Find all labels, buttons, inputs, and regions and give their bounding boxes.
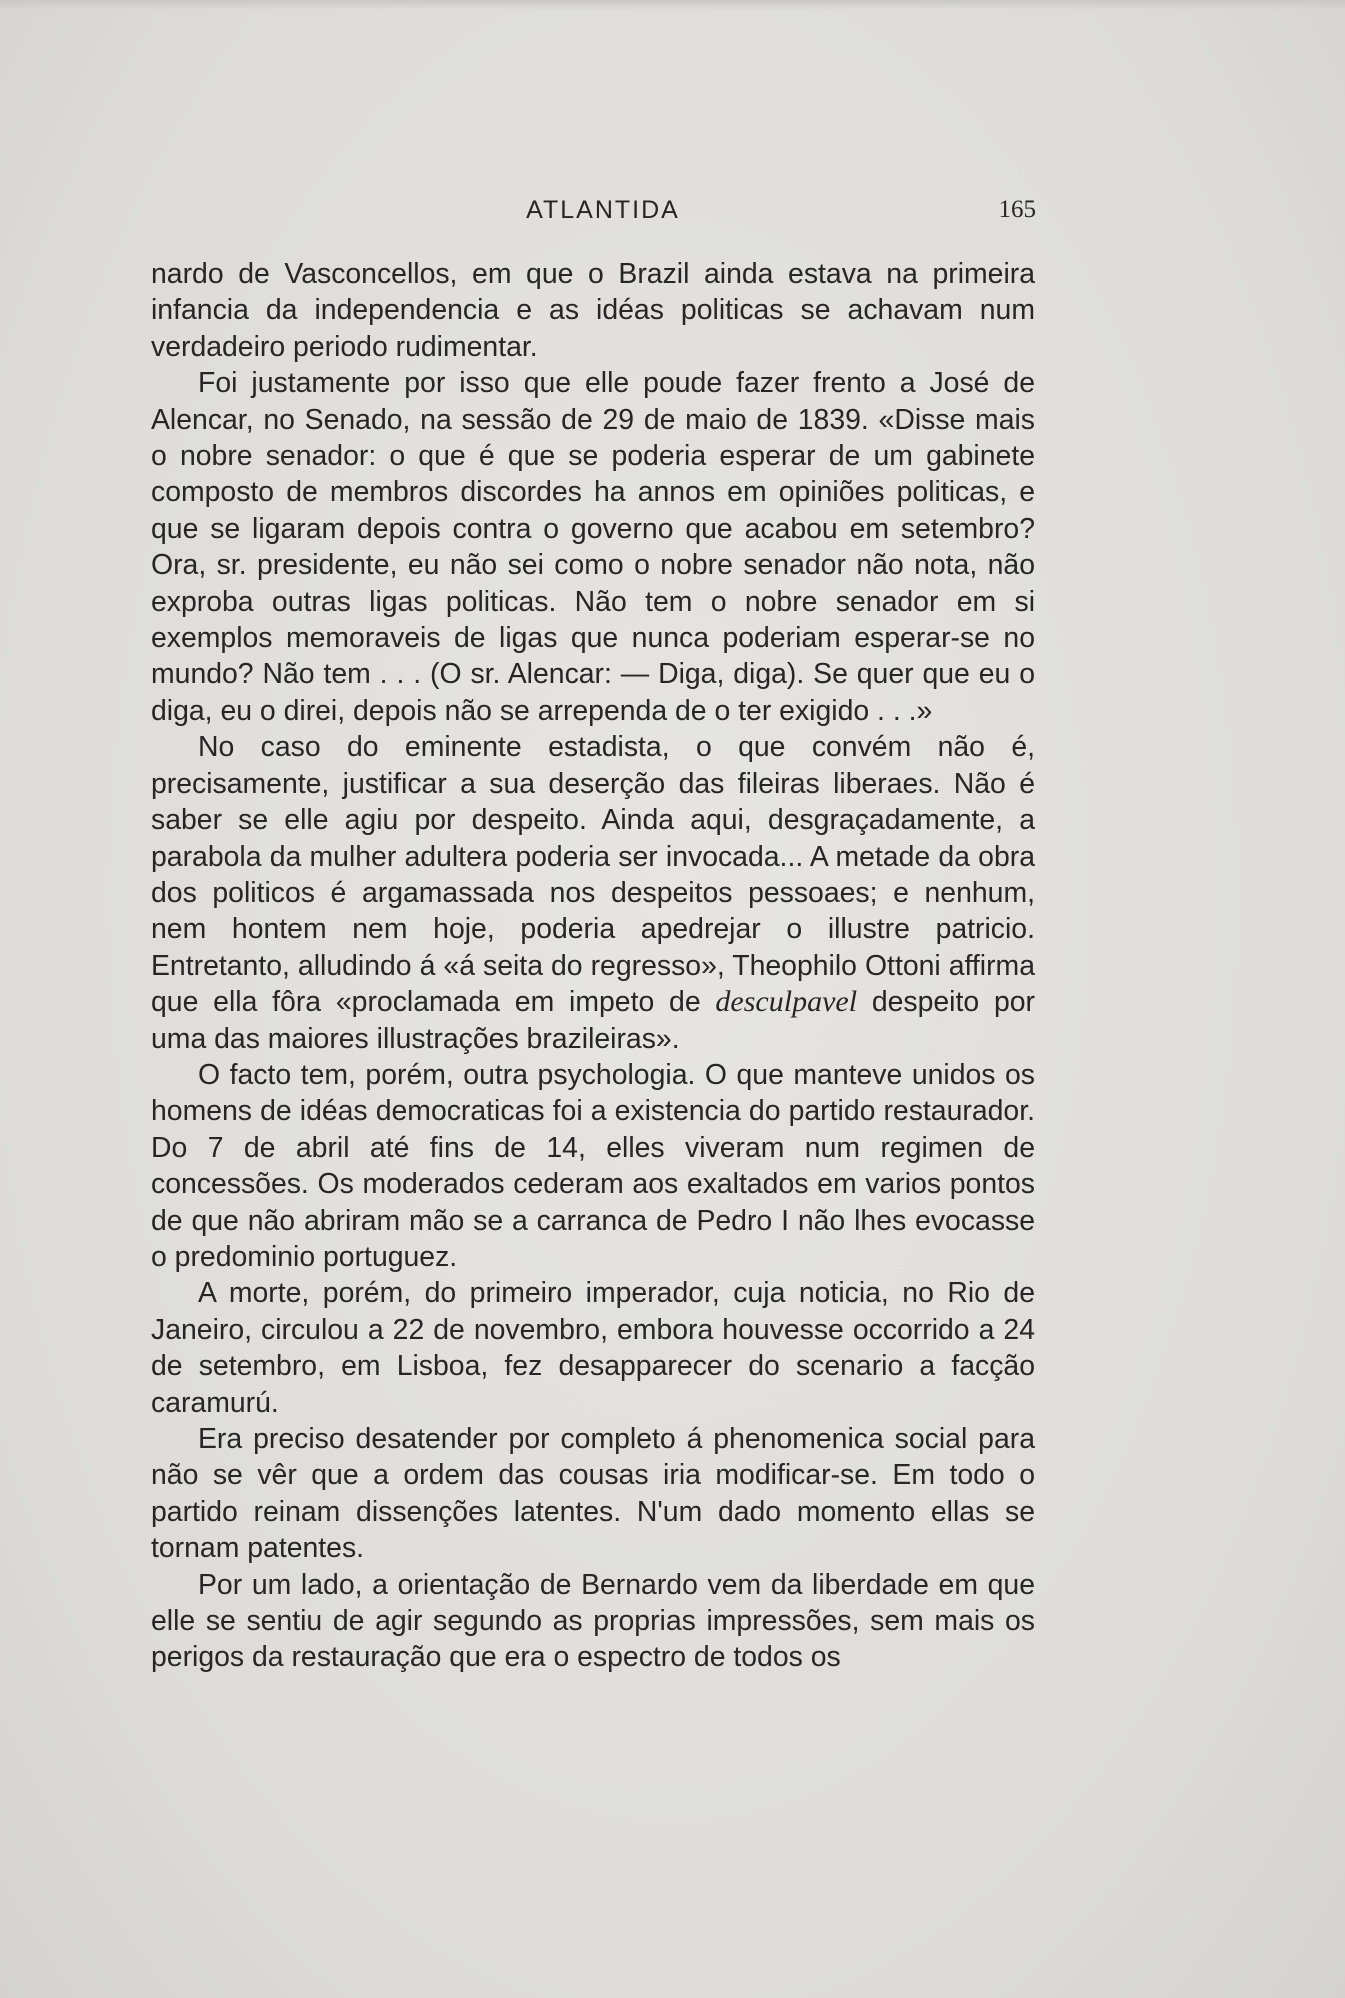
italic-word: desculpavel — [715, 985, 858, 1019]
paragraph-4: O facto tem, porém, outra psychologia. O que manteve unidos os homens de idéas democraticas foi a existencia do partido restaurador. Do 7 de abril até fins de 14, elles viveram num regimen de concessões. Os moderados cederam aos exaltados em varios pontos de que não abriram mão se a carranca de Pedro I não lhes evocasse o predominio portuguez. — [151, 1058, 1035, 1273]
paragraph-1: nardo de Vasconcellos, em que o Brazil ainda estava na primeira infancia da independencia e as idéas politicas se achavam num verdadeiro periodo rudimentar. — [151, 258, 1035, 363]
paragraph-2: Foi justamente por isso que elle poude fazer frento a José de Alencar, no Senado, na sessão de 29 de maio de 1839. «Disse mais o nobre senador: o que é que se poderia esperar de um gabinete composto de membros discordes ha annos em opiniões politicas, e que se ligaram depois contra o governo que acabou em setembro? Ora, sr. presidente, eu não sei como o nobre senador não nota, não exproba outras ligas politicas. Não tem o nobre senador em si exemplos memoraveis de ligas que nunca poderiam esperar-se no mundo? Não tem . . . (O sr. Alencar: — Diga, diga). Se quer que eu o diga, eu o direi, depois não se arrependa de o ter exigido . . .» — [151, 367, 1035, 727]
running-header — [170, 190, 1036, 230]
paragraph-6: Era preciso desatender por completo á phenomenica social para não se vêr que a ordem das cousas iria modificar-se. Em todo o partido reinam dissenções latentes. N'um dado momento ellas se tornam patentes. — [151, 1423, 1035, 1565]
page-number: 165 — [998, 196, 1036, 223]
paragraph-7: Por um lado, a orientação de Bernardo vem da liberdade em que elle se sentiu de agir segundo as proprias impressões, sem mais os perigos da restauração que era o espectro de todos os — [151, 1568, 1035, 1674]
paragraph-3-text-end: despeito por uma das maiores illustrações brazileiras». — [151, 986, 1035, 1055]
paragraph-3 — [151, 729, 1035, 1057]
body-text — [151, 256, 1035, 1676]
page-top-edge — [0, 0, 1345, 10]
paragraph-5: A morte, porém, do primeiro imperador, cuja noticia, no Rio de Janeiro, circulou a 22 de novembro, embora houvesse occorrido a 24 de setembro, em Lisboa, fez desapparecer do scenario a facção caramurú. — [151, 1277, 1035, 1419]
paragraph-3-text-start: No caso do eminente estadista, o que convém não é, precisamente, justificar a sua deserção das fileiras liberaes. Não é saber se elle agiu por despeito. Ainda aqui, desgraçadamente, a parabola da mulher adultera poderia ser invocada... A metade da obra dos politicos é argamassada nos despeitos pessoaes; e nenhum, nem hontem nem hoje, poderia apedrejar o illustre patricio. Entretanto, alludindo á «á seita do regresso», Theophilo Ottoni affirma que ella fôra «proclamada em impeto de — [151, 731, 1035, 1019]
running-title: ATLANTIDA — [526, 196, 680, 224]
